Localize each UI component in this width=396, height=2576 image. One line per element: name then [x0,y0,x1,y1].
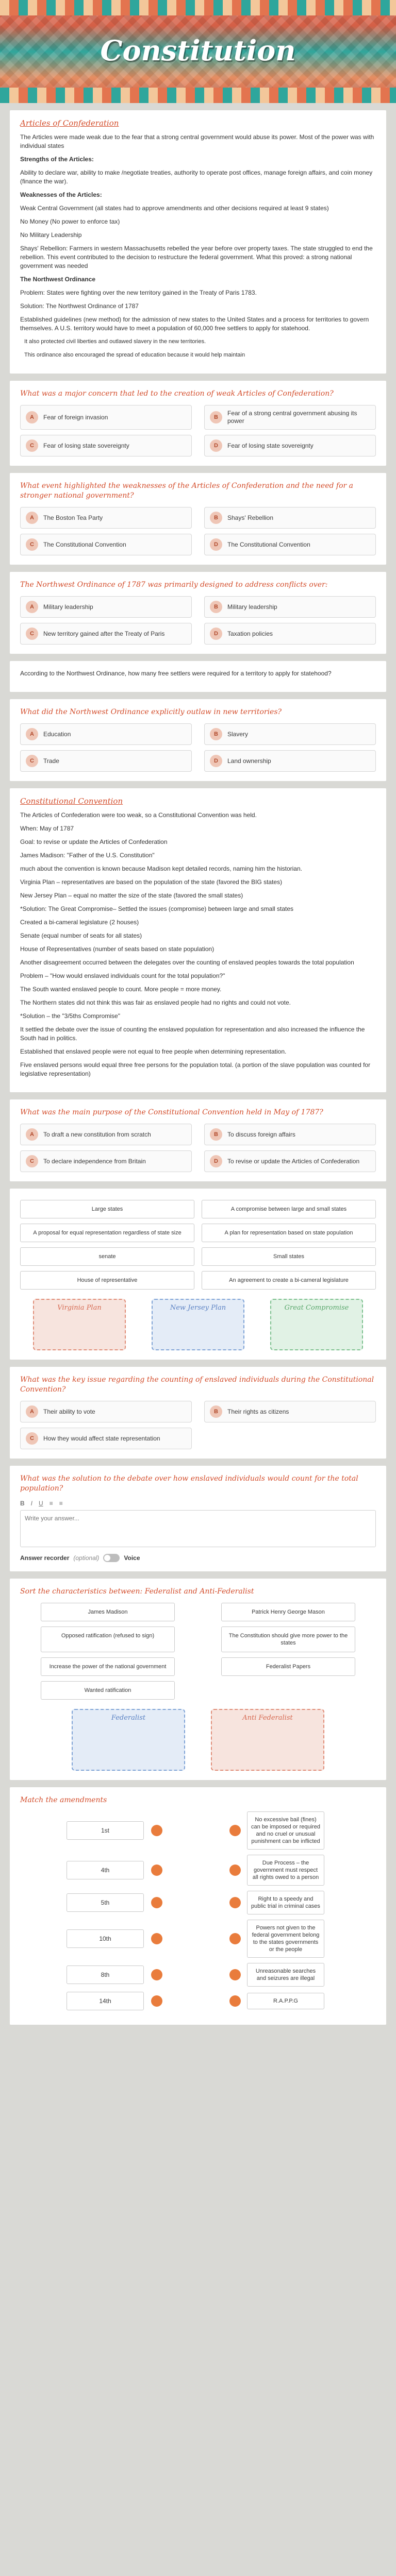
option-text: Their rights as citizens [227,1408,289,1415]
option-letter: B [210,601,222,613]
subheading: Strengths of the Articles: [20,156,94,163]
draggable-tile[interactable]: A proposal for equal representation regardless of state size [20,1224,194,1242]
draggable-tile[interactable]: Wanted ratification [41,1681,175,1700]
option-letter: C [26,439,38,452]
paragraph: The Articles were made weak due to the fear that a strong central government would abuse its power. Most of the power was with individual states [20,133,374,149]
answer-option[interactable] [20,1401,192,1422]
section-title: Articles of Confederation [20,118,119,128]
drop-zone-great-compromise[interactable]: Great Compromise [270,1299,363,1350]
draggable-tile[interactable]: A plan for representation based on state population [202,1224,376,1242]
option-letter: B [210,411,222,423]
paragraph: House of Representatives (number of seats based on state population) [20,945,214,953]
option-text: Land ownership [227,757,271,765]
question-card [10,381,386,466]
text-format-toolbar [20,1500,376,1507]
question-card [10,1367,386,1459]
subheading: Weaknesses of the Articles: [20,191,102,198]
answer-option[interactable] [20,435,192,456]
option-text: Education [43,730,71,738]
section-title: Constitutional Convention [20,796,123,806]
option-letter: C [26,538,38,551]
match-left-item[interactable]: 8th [67,1965,144,1984]
answer-option[interactable] [20,723,192,745]
paragraph: Created a bi-cameral legislature (2 houses) [20,919,139,926]
answer-option[interactable] [20,1124,192,1145]
match-left-item[interactable]: 14th [67,1992,144,2010]
option-text: Fear of losing state sovereignty [227,442,314,449]
matching-card [10,1787,386,2025]
match-row [20,1992,376,2010]
paragraph: *Solution: The Great Compromise– Settled the issues (compromise) between large and small states [20,905,294,912]
draggable-tile[interactable]: James Madison [41,1603,175,1621]
option-text: The Constitutional Convention [227,540,310,548]
option-letter: A [26,512,38,524]
question-title: The Northwest Ordinance of 1787 was primarily designed to address conflicts over: [20,581,328,589]
option-letter: A [26,601,38,613]
draggable-tile[interactable]: Patrick Henry George Mason [221,1603,355,1621]
match-right-item[interactable]: Due Process – the government must respect all rights owed to a person [247,1855,324,1886]
paragraph: Solution: The Northwest Ordinance of 1787 [20,302,139,310]
draggable-tile[interactable]: senate [20,1247,194,1266]
answer-option[interactable] [204,723,376,745]
match-connector[interactable] [151,1897,162,1908]
paragraph: Established guidelines (new method) for the admission of new states to the United States and a process for territories to govern themselves. A U.S. territory would have to meet a population of 60,000 free settlers to apply for statehood. [20,316,369,332]
question-title: What event highlighted the weaknesses of the Articles of Confederation and the need for a stronger national government? [20,482,354,500]
categorize-card [10,1189,386,1360]
answer-options [20,507,376,555]
drop-zone-new-jersey-plan[interactable]: New Jersey Plan [152,1299,244,1350]
match-connector[interactable] [229,1995,241,2007]
answer-option[interactable] [204,534,376,555]
answer-options [20,596,376,645]
answer-option[interactable] [204,596,376,618]
articles-section [10,110,386,374]
option-letter: B [210,1405,222,1418]
draggable-tile[interactable]: An agreement to create a bi-cameral legislature [202,1271,376,1290]
answer-option[interactable] [20,596,192,618]
option-letter: C [26,1155,38,1167]
draggable-tiles [20,1200,376,1290]
paragraph: The Northern states did not think this was fair as enslaved people had no rights and could not vote. [20,999,291,1006]
option-text: Slavery [227,730,249,738]
option-text: Military leadership [43,603,93,611]
paragraph: It settled the debate over the issue of counting the enslaved population for representation and also increased the influence the South had in politics. [20,1026,365,1042]
paragraph: New Jersey Plan – equal no matter the size of the state (favored the small states) [20,892,243,899]
drop-zones [20,1299,376,1350]
option-letter: D [210,538,222,551]
match-right-item[interactable]: Right to a speedy and public trial in criminal cases [247,1891,324,1914]
option-letter: A [26,1405,38,1418]
answer-option[interactable] [20,1150,192,1172]
option-text: Trade [43,757,59,765]
draggable-tile[interactable]: Increase the power of the national government [41,1657,175,1676]
recorder-optional: (optional) [73,1554,100,1562]
header-pattern [0,88,396,103]
question-title: What did the Northwest Ordinance explicitly outlaw in new territories? [20,708,282,716]
paragraph: No Money (No power to enforce tax) [20,218,120,225]
subheading: The Northwest Ordinance [20,276,96,283]
question-title: What was the key issue regarding the counting of enslaved individuals during the Constitutional Convention? [20,1376,374,1394]
answer-recorder [20,1554,376,1562]
paragraph: Weak Central Government (all states had to approve amendments and other decisions required at least 9 states) [20,205,329,212]
paragraph: Goal: to revise or update the Articles of Confederation [20,838,168,845]
question-title: Match the amendments [20,1796,107,1804]
list-button[interactable]: ≡ [49,1500,53,1507]
match-connector[interactable] [229,1825,241,1836]
match-connector[interactable] [151,1865,162,1876]
draggable-tile[interactable]: Opposed ratification (refused to sign) [41,1626,175,1652]
paragraph: Problem: States were fighting over the new territory gained in the Treaty of Paris 1783. [20,289,257,296]
option-text: Fear of foreign invasion [43,413,108,421]
prompt-card [10,661,386,692]
paragraph: No Military Leadership [20,231,82,239]
match-right-item[interactable]: R.A.P.P.G [247,1993,324,2009]
answer-option[interactable] [204,1150,376,1172]
paragraph: Virginia Plan – representatives are based on the population of the state (favored the BIG states) [20,878,283,886]
match-left-item[interactable]: 10th [67,1929,144,1948]
option-letter: D [210,628,222,640]
match-connector[interactable] [229,1865,241,1876]
option-text: To draft a new constitution from scratch [43,1130,151,1138]
voice-label: Voice [124,1554,140,1562]
answer-options [20,405,376,456]
paragraph: When: May of 1787 [20,825,74,832]
question-title: What was the solution to the debate over how enslaved individuals would count for the total population? [20,1475,358,1493]
draggable-tile[interactable]: The Constitution should give more power to the states [221,1626,355,1652]
match-left-item[interactable]: 1st [67,1821,144,1840]
answer-options [20,1124,376,1172]
paragraph: Another disagreement occurred between the delegates over the counting of enslaved peoples towards the total population [20,959,354,966]
paragraph: It also protected civil liberties and outlawed slavery in the new territories. [24,338,206,345]
drop-zone-federalist[interactable]: Federalist [72,1709,185,1771]
option-letter: D [210,755,222,767]
match-connector[interactable] [151,1933,162,1944]
question-title: What was the main purpose of the Constitutional Convention held in May of 1787? [20,1108,323,1116]
answer-option[interactable] [204,405,376,430]
answer-option[interactable] [20,1428,192,1449]
match-right-item[interactable]: Powers not given to the federal government belong to the states governments or the people [247,1920,324,1958]
option-letter: D [210,1155,222,1167]
question-card [10,1099,386,1181]
answer-option[interactable] [204,1124,376,1145]
paragraph: much about the convention is known because Madison kept detailed records, naming him the historian. [20,865,302,872]
option-text: Military leadership [227,603,277,611]
drop-zones [20,1709,376,1771]
match-connector[interactable] [151,1969,162,1980]
header-banner [0,0,396,103]
option-text: To declare independence from Britain [43,1157,146,1165]
drop-zone-virginia-plan[interactable]: Virginia Plan [33,1299,126,1350]
option-text: To revise or update the Articles of Confederation [227,1157,360,1165]
match-left-item[interactable]: 5th [67,1893,144,1912]
answer-option[interactable] [204,623,376,645]
answer-textarea[interactable] [20,1510,376,1547]
answer-option[interactable] [20,534,192,555]
option-text: How they would affect state representation [43,1434,160,1442]
answer-option[interactable] [204,435,376,456]
option-letter: A [26,1128,38,1141]
option-text: The Constitutional Convention [43,540,126,548]
question-card [10,473,386,565]
option-text: Shays' Rebellion [227,514,274,521]
paragraph: Established that enslaved people were not equal to free people when determining representation. [20,1048,287,1055]
match-row [20,1855,376,1886]
answer-options [20,1401,376,1449]
option-letter: C [26,628,38,640]
open-response-card [10,1466,386,1571]
match-row [20,1811,376,1850]
paragraph: The Articles of Confederation were too weak, so a Constitutional Convention was held. [20,811,257,819]
option-text: The Boston Tea Party [43,514,103,521]
option-letter: A [26,411,38,423]
paragraph: Senate (equal number of seats for all states) [20,932,142,939]
option-text: Taxation policies [227,630,273,637]
recorder-label: Answer recorder [20,1554,70,1562]
answer-option[interactable] [20,507,192,529]
paragraph: Problem – "How would enslaved individuals count for the total population?" [20,972,225,979]
option-text: Fear of a strong central government abusing its power [227,410,357,425]
answer-option[interactable] [204,750,376,772]
question-title: What was a major concern that led to the creation of weak Articles of Confederation? [20,389,334,398]
match-row [20,1891,376,1914]
match-right-item[interactable]: No excessive bail (fines) can be imposed or required and no cruel or unusual punishment can be inflicted [247,1811,324,1850]
match-right-item[interactable]: Unreasonable searches and seizures are illegal [247,1963,324,1987]
option-text: To discuss foreign affairs [227,1130,295,1138]
drop-zone-anti-federalist[interactable]: Anti Federalist [211,1709,324,1771]
option-letter: D [210,439,222,452]
option-text: Fear of losing state sovereignty [43,442,129,449]
answer-options [20,723,376,772]
paragraph: The South wanted enslaved people to count. More people = more money. [20,986,222,993]
question-prompt: According to the Northwest Ordinance, how many free settlers were required for a territory to apply for statehood? [20,670,332,677]
answer-option[interactable] [204,1401,376,1422]
answer-option[interactable] [204,507,376,529]
draggable-tile[interactable]: A compromise between large and small states [202,1200,376,1218]
option-letter: B [210,728,222,740]
align-button[interactable]: ≡ [59,1500,63,1507]
answer-option[interactable] [20,750,192,772]
paragraph: Ability to declare war, ability to make /negotiate treaties, authority to operate post offices, manage foreign affairs, and coin money (finance the war). [20,169,373,185]
paragraph: This ordinance also encouraged the spread of education because it would help maintain [24,352,245,358]
match-left-item[interactable]: 4th [67,1861,144,1879]
page-title: Constitution [100,34,296,67]
match-row [20,1920,376,1958]
option-letter: C [26,755,38,767]
draggable-tile[interactable]: Large states [20,1200,194,1218]
option-letter: B [210,512,222,524]
question-card [10,572,386,654]
match-connector[interactable] [151,1995,162,2007]
match-row [20,1963,376,1987]
match-connector[interactable] [229,1933,241,1944]
option-text: Their ability to vote [43,1408,95,1415]
draggable-tile[interactable]: Federalist Papers [221,1657,355,1676]
paragraph: James Madison: "Father of the U.S. Constitution" [20,852,155,859]
option-letter: C [26,1432,38,1445]
answer-option[interactable] [20,623,192,645]
option-letter: B [210,1128,222,1141]
option-text: New territory gained after the Treaty of Paris [43,630,165,637]
question-card [10,699,386,781]
italic-button[interactable]: I [30,1500,33,1507]
match-connector[interactable] [151,1825,162,1836]
bold-button[interactable]: B [20,1500,25,1507]
paragraph: Shays' Rebellion: Farmers in western Massachusetts rebelled the year before over property taxes. The state struggled to end the rebellion. This event contributed to the decision to restructure the federal government. What this proved: a strong national government was needed [20,245,373,269]
underline-button[interactable]: U [39,1500,43,1507]
question-title: Sort the characteristics between: Federalist and Anti-Federalist [20,1587,254,1596]
option-letter: A [26,728,38,740]
answer-option[interactable] [20,405,192,430]
match-connector[interactable] [229,1969,241,1980]
page-bottom-spacer [0,2025,396,2040]
paragraph: Five enslaved persons would equal three free persons for the population total. (a portion of the slave population was counted for legislative representation) [20,1061,371,1077]
convention-section [10,788,386,1092]
paragraph: *Solution – the "3/5ths Compromise" [20,1012,120,1020]
draggable-tile[interactable]: Small states [202,1247,376,1266]
header-pattern [0,0,396,15]
sort-card [10,1579,386,1780]
match-connector[interactable] [229,1897,241,1908]
voice-toggle[interactable] [103,1554,120,1562]
draggable-tiles [41,1603,355,1700]
draggable-tile[interactable]: House of representative [20,1271,194,1290]
